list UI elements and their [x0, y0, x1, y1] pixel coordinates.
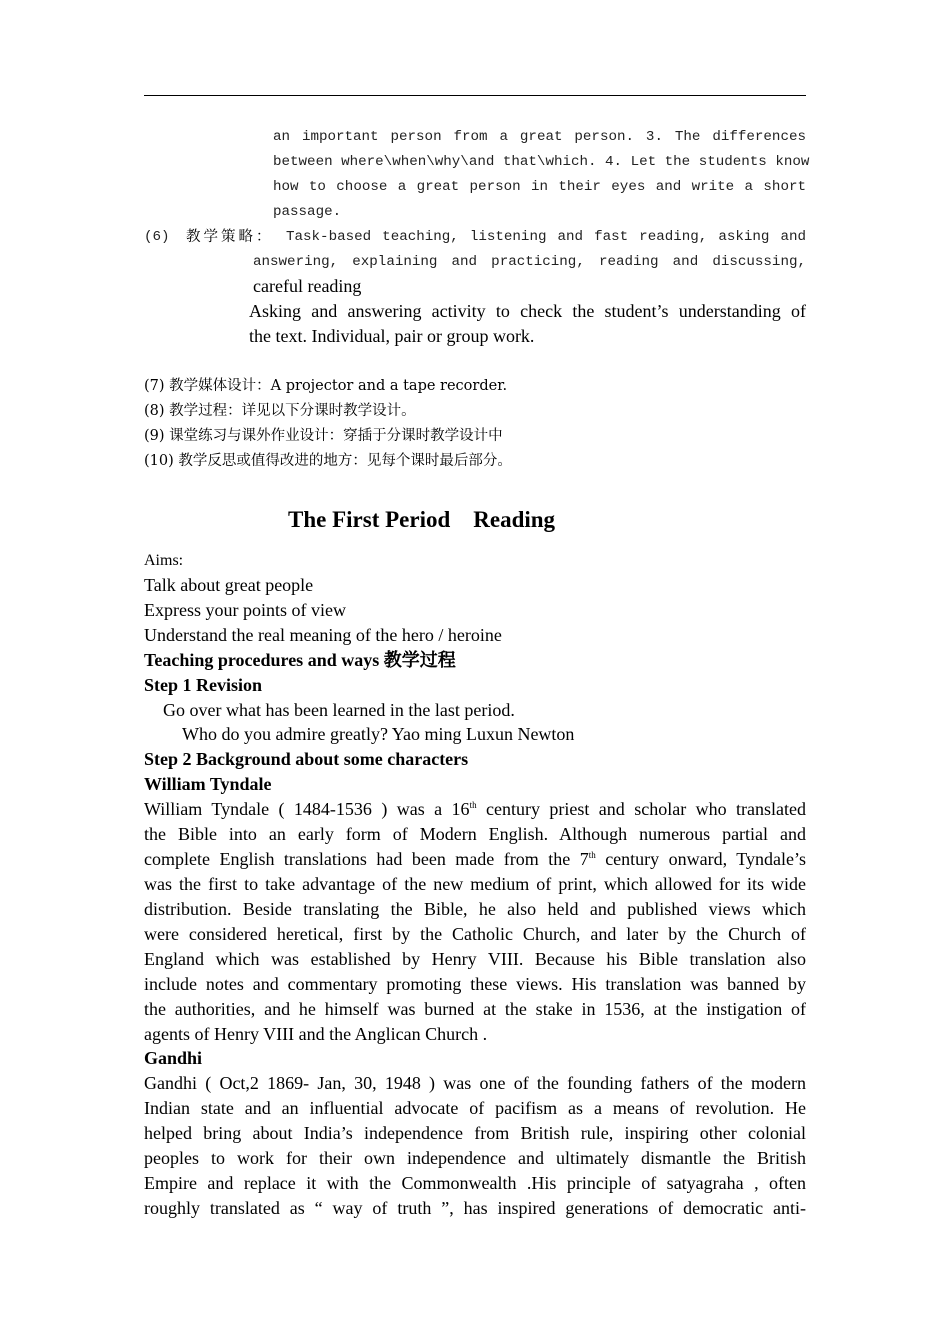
tyndale-heading: William Tyndale	[144, 774, 272, 794]
tyndale-paragraph	[144, 797, 806, 1047]
item6-line2-text: answering, explaining and practicing, reading and discussing,	[253, 254, 806, 270]
step1-line2: Who do you admire greatly? Yao ming Luxun Newton	[182, 724, 575, 744]
item6-line3: careful reading	[253, 276, 362, 296]
item10: (10) 教学反思或值得改进的地方：见每个课时最后部分。	[144, 453, 512, 469]
intro-block	[273, 125, 810, 225]
intro-line: passage.	[273, 204, 342, 220]
step2-heading: Step 2 Background about some characters	[144, 749, 469, 769]
item7: (7) 教学媒体设计：A projector and a tape recorder.	[144, 378, 508, 394]
intro-line: an important person from a great person. 3. The differences	[273, 129, 806, 145]
gandhi-line: helped bring about India’s independence from British rule, inspiring other colonial	[144, 1123, 806, 1143]
step1-line1: Go over what has been learned in the last period.	[163, 700, 515, 720]
aim-item: Understand the real meaning of the hero / heroine	[144, 625, 502, 645]
gandhi-paragraph	[144, 1071, 806, 1221]
procedures-heading: Teaching procedures and ways 教学过程	[144, 650, 456, 670]
gandhi-line: Gandhi ( Oct,2 1869- Jan, 30, 1948 ) was one of the founding fathers of the modern	[144, 1073, 806, 1093]
intro-line: how to choose a great person in their eyes and write a short	[273, 179, 806, 195]
tyndale-line: the Bible into an early form of Modern English. Although numerous partial and	[144, 824, 806, 844]
gandhi-line: Empire and replace it with the Commonwealth .His principle of satyagraha , often	[144, 1173, 806, 1193]
item6-paragraph	[249, 299, 806, 349]
aims-label: Aims:	[144, 552, 184, 569]
tyndale-line: William Tyndale ( 1484-1536 ) was a 16th century priest and scholar who translated	[144, 799, 806, 819]
intro-line: between where\when\why\and that\which. 4. Let the students know	[273, 154, 810, 170]
tyndale-line: England which was established by Henry VIII. Because his Bible translation also	[144, 949, 806, 969]
tyndale-line: were considered heretical, first by the Catholic Church, and later by the Church of	[144, 924, 806, 944]
section-title: The First Period Reading	[288, 507, 556, 532]
aim-item: Talk about great people	[144, 575, 314, 595]
gandhi-heading: Gandhi	[144, 1048, 203, 1068]
tyndale-line: the authorities, and he himself was burned at the stake in 1536, at the instigation of	[144, 999, 806, 1019]
tyndale-line: complete English translations had been made from the 7th century onward, Tyndale’s	[144, 849, 807, 869]
item8: (8) 教学过程：详见以下分课时教学设计。	[144, 403, 416, 419]
header-rule	[144, 95, 806, 96]
item6-para-line: Asking and answering activity to check the student’s understanding of	[249, 301, 806, 321]
gandhi-line: roughly translated as “ way of truth ”, has inspired generations of democratic anti-	[144, 1198, 806, 1218]
gandhi-line: Indian state and an influential advocate of pacifism as a means of revolution. He	[144, 1098, 806, 1118]
item6-line2	[253, 250, 806, 275]
tyndale-line: was the first to take advantage of the new medium of print, which allowed for its wide	[144, 874, 806, 894]
tyndale-line: distribution. Beside translating the Bible, he also held and published views which	[144, 899, 806, 919]
gandhi-line: peoples to work for their own independence and ultimately dismantle the British	[144, 1148, 806, 1168]
item6-line1	[286, 225, 806, 250]
item6-number: (6)	[144, 229, 170, 245]
item6-label: 教学策略：	[186, 229, 274, 245]
item6-line1-text: Task-based teaching, listening and fast reading, asking and	[286, 229, 806, 245]
item9: (9) 课堂练习与课外作业设计：穿插于分课时教学设计中	[144, 428, 503, 444]
aim-item: Express your points of view	[144, 600, 346, 620]
tyndale-line: include notes and commentary promoting these views. His translation was banned by	[144, 974, 806, 994]
step1-heading: Step 1 Revision	[144, 675, 263, 695]
item6-para-line: the text. Individual, pair or group work.	[249, 326, 535, 346]
tyndale-line: agents of Henry VIII and the Anglican Church .	[144, 1024, 488, 1044]
